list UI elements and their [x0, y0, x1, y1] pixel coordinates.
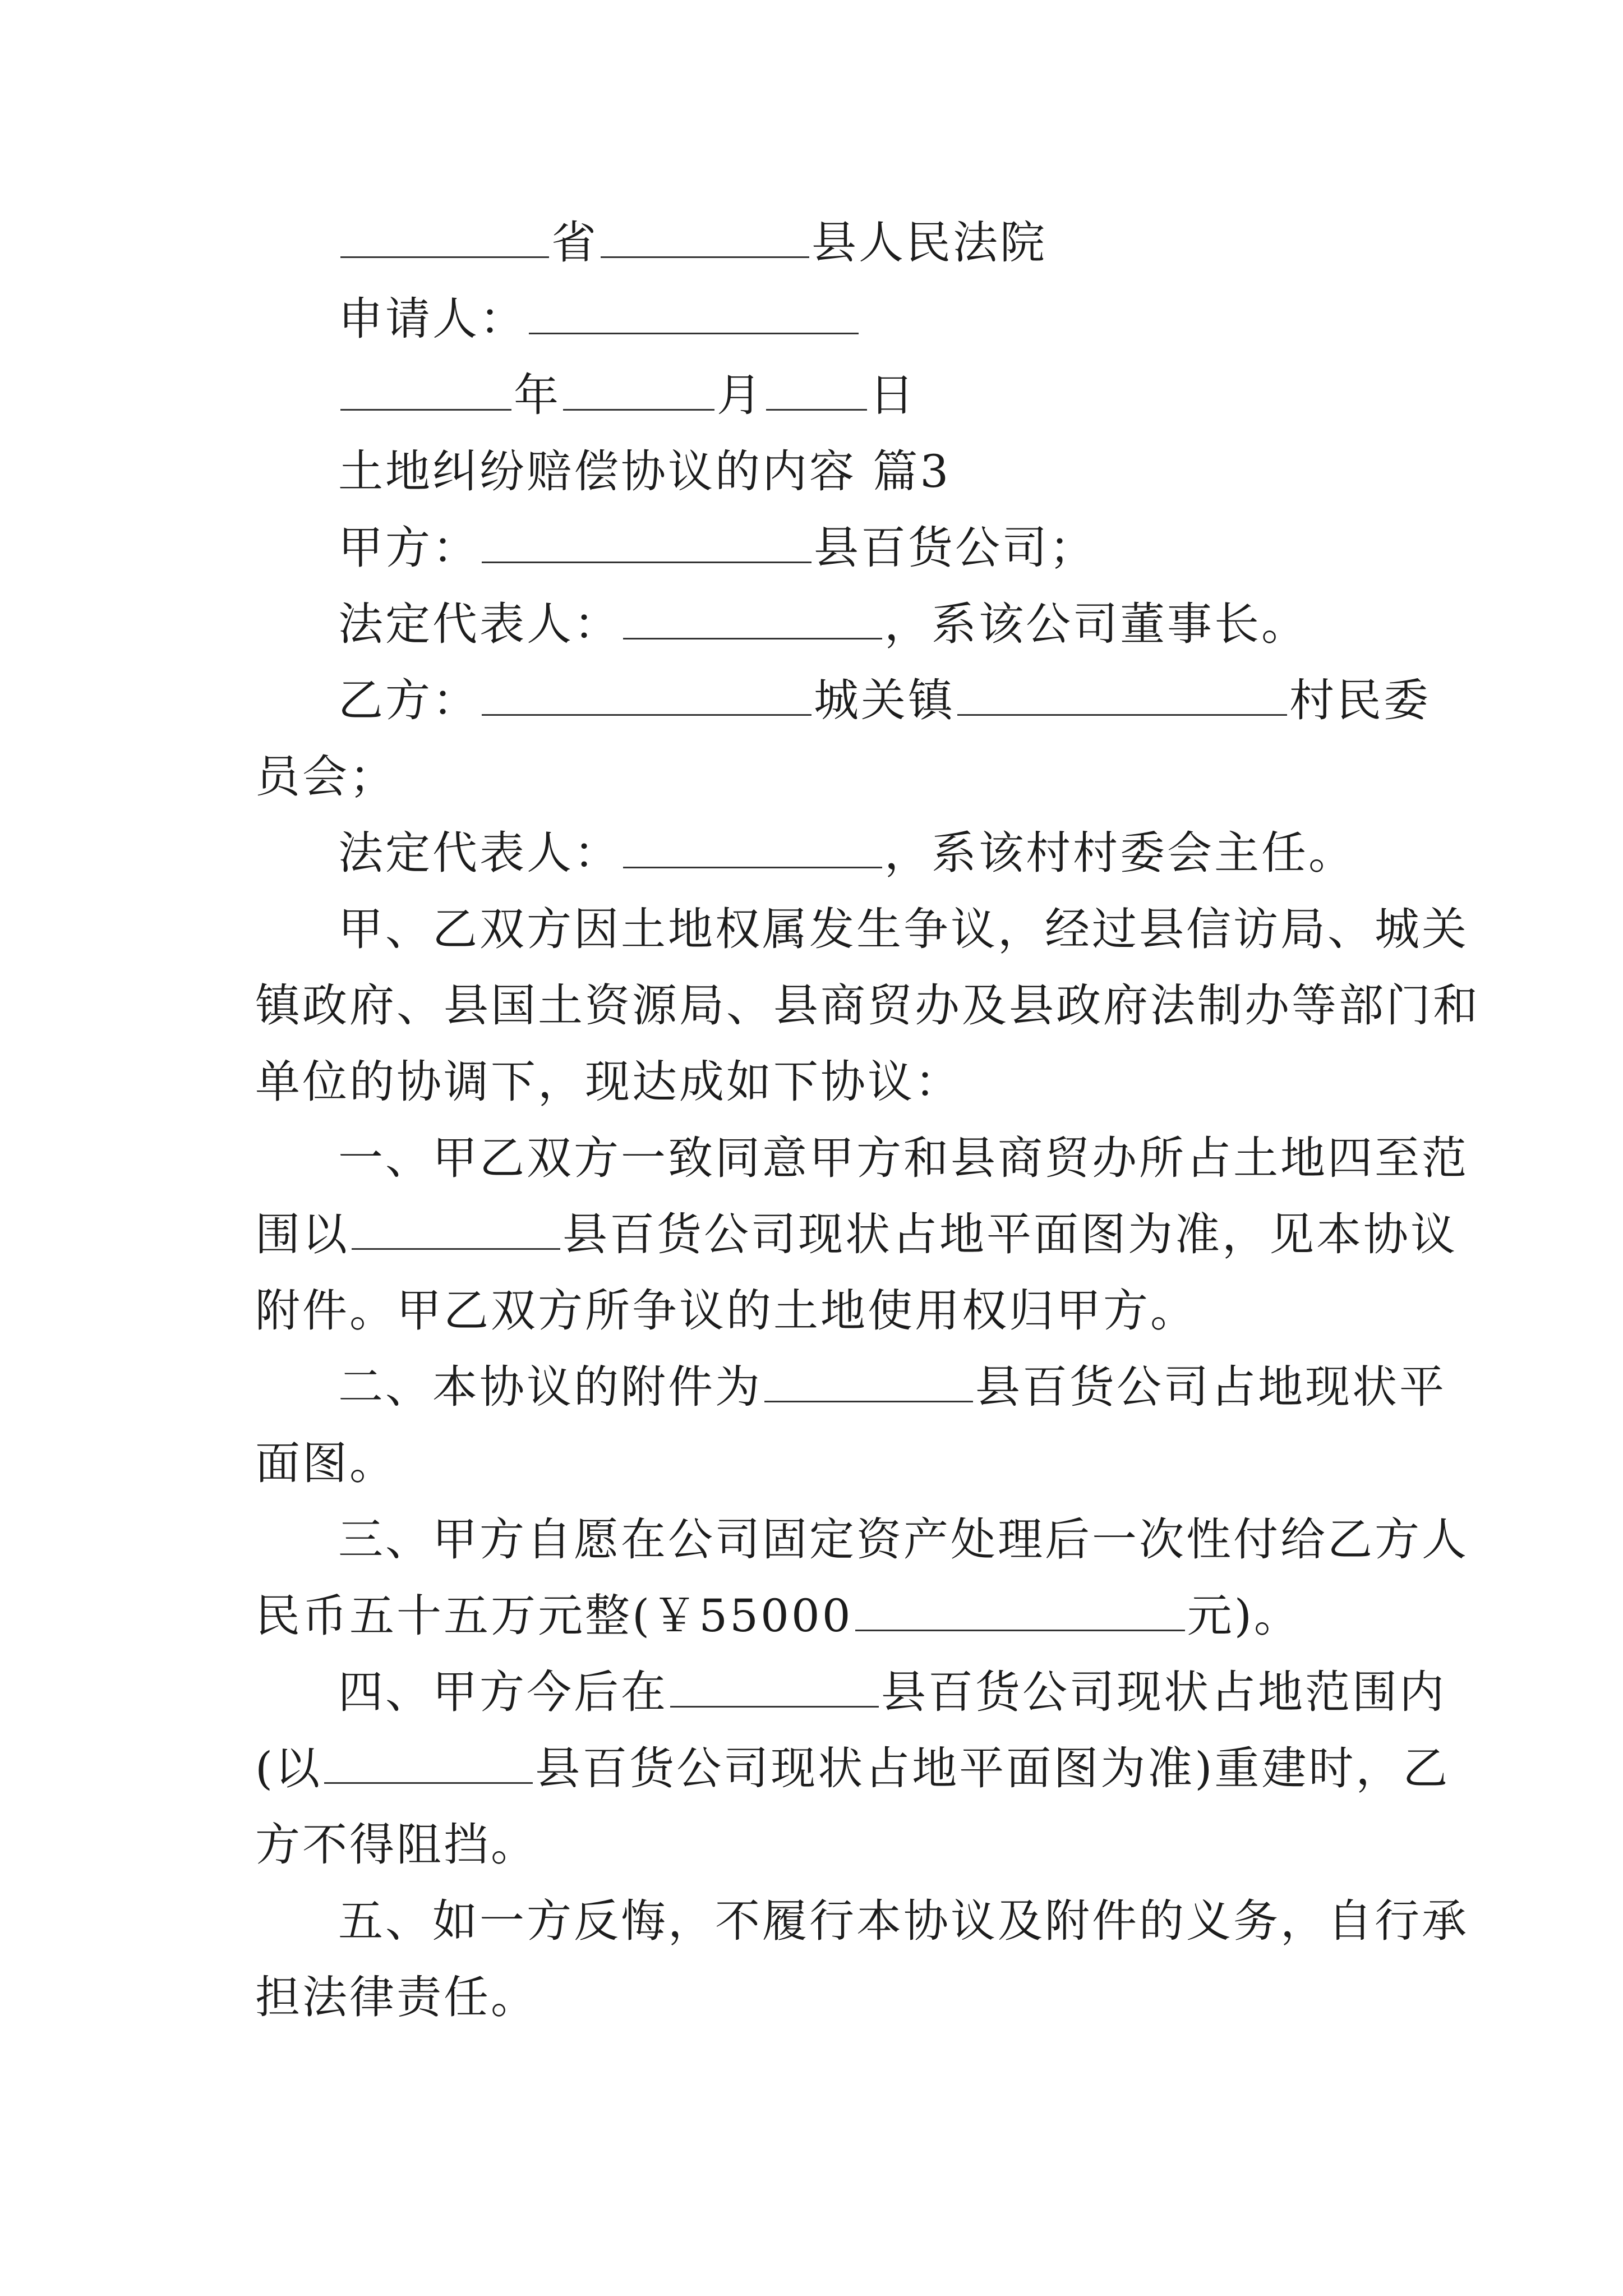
clause-1-line-2: 围以 县百货公司现状占地平面图为准，见本协议 [255, 1208, 1458, 1260]
clause-5-line-2: 担法律责任。 [255, 1971, 538, 2023]
court-line [255, 204, 1471, 282]
rep-label: 法定代表人： [338, 598, 621, 650]
party-b-line-cont: 员会； [255, 751, 396, 803]
clause-5-line-1: 五、如一方反悔，不履行本协议及附件的义务，自行承 [338, 1895, 1469, 1947]
party-b-rep-line [255, 815, 1471, 892]
party-a-blank [482, 526, 811, 563]
party-a-label: 甲方： [338, 522, 479, 574]
clause-2-line-2: 面图。 [255, 1437, 396, 1489]
section-title: 土地纠纷赔偿协议的内容 篇3 [338, 445, 951, 498]
year-label: 年 [514, 369, 561, 421]
year-blank [340, 373, 511, 411]
month-blank [563, 373, 714, 411]
party-b-line [255, 662, 1471, 739]
party-b-town: 城关镇 [814, 674, 955, 726]
party-b-village: 村民委 [1289, 674, 1431, 726]
clause-1-line-1: 一、甲乙双方一致同意甲方和县商贸办所占土地四至范 [338, 1132, 1469, 1184]
party-a-name: 县百货公司； [814, 522, 1096, 574]
day-blank [766, 373, 867, 411]
amount-blank [855, 1594, 1185, 1631]
clause-4-line-3: 方不得阻挡。 [255, 1819, 538, 1871]
court-label: 县人民法院 [811, 217, 1047, 269]
month-label: 月 [717, 369, 764, 421]
party-a-rep-blank [623, 602, 882, 639]
applicant-label: 申请人： [338, 293, 527, 345]
rep-label: 法定代表人： [338, 827, 621, 879]
party-a-rep-title: ，系该公司董事长。 [884, 598, 1308, 650]
clause-4-blank-1 [670, 1670, 879, 1708]
applicant-blank [529, 297, 859, 334]
clause-2-blank [764, 1365, 973, 1402]
province-label: 省 [551, 217, 598, 269]
day-label: 日 [869, 369, 916, 421]
clause-3-line-2: 民币五十五万元整(￥55000 元)。 [255, 1590, 1301, 1642]
party-b-blank-2 [957, 678, 1287, 716]
clause-4-line-2: (以 县百货公司现状占地平面图为准)重建时，乙 [255, 1742, 1450, 1795]
party-b-label: 乙方： [338, 674, 479, 726]
preamble-line-3: 单位的协调下，现达成如下协议： [255, 1056, 962, 1108]
clause-4-blank-2 [324, 1746, 533, 1784]
party-b-blank-1 [482, 678, 811, 716]
party-a-line [255, 509, 1471, 587]
party-b-rep-title: ，系该村村委会主任。 [884, 827, 1355, 879]
party-a-rep-line [255, 586, 1471, 663]
clause-1-line-3: 附件。甲乙双方所争议的土地使用权归甲方。 [255, 1285, 1197, 1337]
party-b-rep-blank [623, 831, 882, 868]
preamble-line-1: 甲、乙双方因土地权属发生争议，经过县信访局、城关 [338, 903, 1469, 955]
county-blank [601, 220, 809, 258]
clause-2-line-1: 二、本协议的附件为 县百货公司占地现状平 [338, 1361, 1446, 1413]
preamble-line-2: 镇政府、县国土资源局、县商贸办及县政府法制办等部门和 [255, 979, 1480, 1032]
clause-4-line-1: 四、甲方今后在 县百货公司现状占地范围内 [338, 1666, 1446, 1718]
clause-1-blank [352, 1212, 560, 1250]
applicant-line [255, 280, 1471, 358]
date-line [255, 357, 1471, 434]
province-blank [340, 220, 549, 258]
clause-3-line-1: 三、甲方自愿在公司固定资产处理后一次性付给乙方人 [338, 1513, 1469, 1566]
